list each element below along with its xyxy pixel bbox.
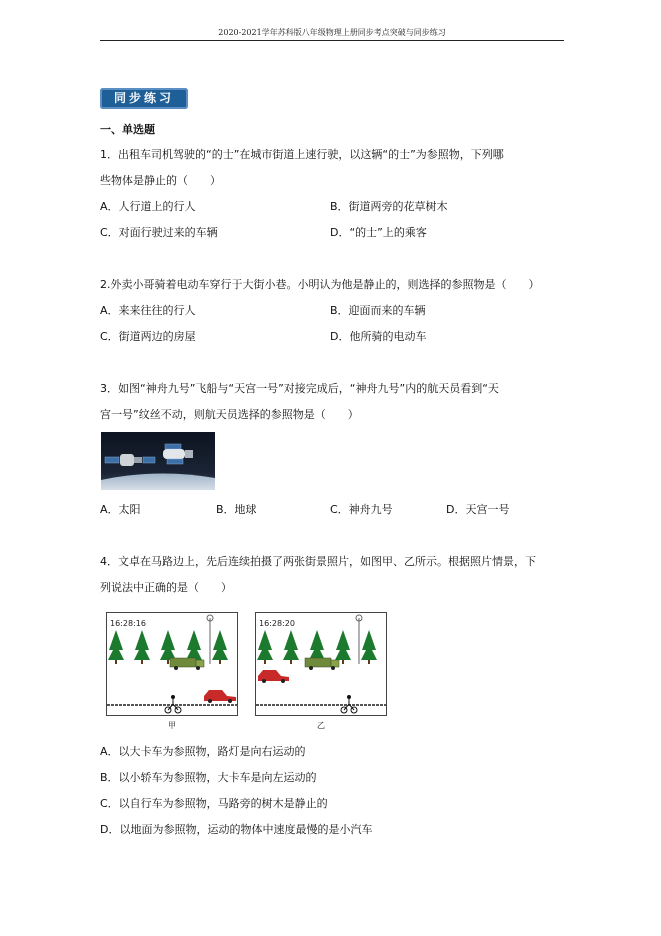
q4-option-a: A．以大卡车为参照物，路灯是向右运动的 xyxy=(100,745,306,758)
header-rule xyxy=(100,40,564,41)
q2-option-d: D．他所骑的电动车 xyxy=(330,330,427,343)
q3-stem-line1: 3．如图“神舟九号”飞船与“天宫一号”对接完成后，“神舟九号”内的航天员看到“天 xyxy=(100,382,499,395)
q3-option-a: A．太阳 xyxy=(100,503,141,516)
photo-jia-timestamp: 16:28:16 xyxy=(110,619,146,628)
q4-option-b: B．以小轿车为参照物，大卡车是向左运动的 xyxy=(100,771,317,784)
page-header: 2020-2021学年苏科版八年级物理上册同步考点突破与同步练习 xyxy=(218,28,446,37)
photo-yi-caption: 乙 xyxy=(317,721,325,730)
q1-stem-line1: 1．出租车司机驾驶的“的士”在城市街道上速行驶，以这辆“的士”为参照物，下列哪 xyxy=(100,148,504,161)
q4-stem-line1: 4．文卓在马路边上，先后连续拍摄了两张街景照片，如图甲、乙所示。根据照片情景，下 xyxy=(100,555,536,568)
spacecraft-docking-image xyxy=(101,432,215,490)
q3-option-c: C．神舟九号 xyxy=(330,503,393,516)
q4-stem-line2: 列说法中正确的是（ ） xyxy=(100,581,232,594)
q1-option-d: D．“的士”上的乘客 xyxy=(330,226,427,239)
q1-option-a: A．人行道上的行人 xyxy=(100,200,196,213)
section-badge xyxy=(100,88,188,109)
photo-jia-caption: 甲 xyxy=(168,721,176,730)
q3-option-b: B．地球 xyxy=(216,503,257,516)
q2-stem: 2.外卖小哥骑着电动车穿行于大街小巷。小明认为他是静止的，则选择的参照物是（ ） xyxy=(100,278,540,291)
q4-option-d: D．以地面为参照物，运动的物体中速度最慢的是小汽车 xyxy=(100,823,373,836)
photo-yi-timestamp: 16:28:20 xyxy=(259,619,295,628)
q3-option-d: D．天宫一号 xyxy=(446,503,510,516)
street-photo-jia xyxy=(106,612,238,732)
section-badge-label: 同步练习 xyxy=(113,91,174,105)
q2-option-b: B．迎面而来的车辆 xyxy=(330,304,426,317)
q3-stem-line2: 宫一号”纹丝不动，则航天员选择的参照物是（ ） xyxy=(100,408,359,421)
q1-stem-line2: 些物体是静止的（ ） xyxy=(100,174,221,187)
q4-option-c: C．以自行车为参照物，马路旁的树木是静止的 xyxy=(100,797,328,810)
q2-option-c: C．街道两边的房屋 xyxy=(100,330,196,343)
street-photo-yi xyxy=(255,612,387,732)
q1-option-b: B．街道两旁的花草树木 xyxy=(330,200,448,213)
section-title: 一、单选题 xyxy=(100,123,155,136)
q1-option-c: C．对面行驶过来的车辆 xyxy=(100,226,218,239)
q2-option-a: A．来来往往的行人 xyxy=(100,304,196,317)
